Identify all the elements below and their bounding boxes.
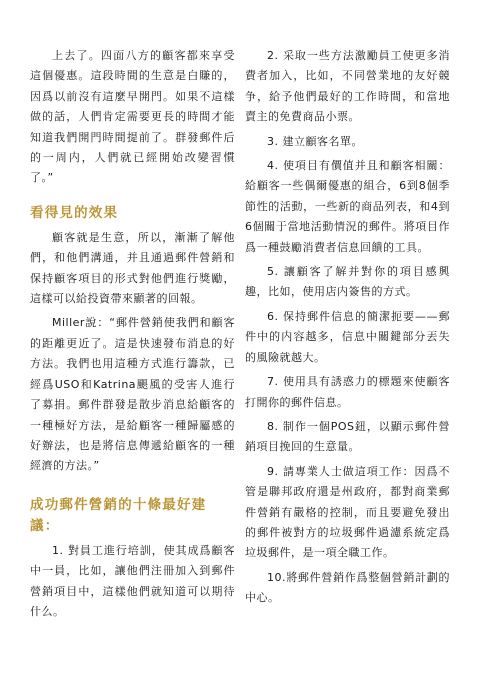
tip-item: 10.將郵件營銷作爲整個營銷計劃的中心。: [245, 570, 450, 605]
tip-item: 6. 保持郵件信息的簡潔扼要——郵件中的内容越多，信息中關鍵部分丟失的風險就越大。: [245, 309, 450, 364]
tip-item: 4. 使項目有價值并且和顧客相關：給顧客一些偶爾優惠的組合，6到8個季節性的活動，一些新的商品列表，和4到6個關于當地活動情況的郵件。將項目作爲一種鼓勵消費者信息回饋的工具。: [245, 159, 450, 254]
right-column: [245, 46, 450, 609]
tip-item: 8. 制作一個POS鈕，以顯示郵件營銷項目挽回的生意量。: [245, 419, 450, 454]
tip-item: 7. 使用具有誘惑力的標題來使顧客打開你的郵件信息。: [245, 375, 450, 409]
body-paragraph: 顧客就是生意，所以，漸漸了解他們，和他們溝通，并且通過郵件營銷和保持顧客項目的形式對他們進行獎勵，這樣可以給投資帶來顯著的回報。: [30, 230, 235, 306]
tip-item: 5. 讓顧客了解并對你的項目感興趣，比如，使用店内簽售的方式。: [245, 265, 450, 299]
quote-paragraph: Miller說：“郵件營銷使我們和顧客的距離更近了。這是快速發布消息的好方法。我們也用這種方式進行籌款，已經爲USO和Katrina颶風的受害人進行了募捐。郵件群發是散步消息給顧客的一種極好方法，是給顧客一種歸屬感的好辦法，也是將信息傳遞給顧客的一種經濟的方法。”: [30, 316, 235, 473]
left-column: [30, 46, 235, 622]
section-heading-ten-tips: 成功郵件營銷的十條最好建議：: [30, 496, 207, 534]
tip-item: 2. 采取一些方法激勵員工使更多消費者加入，比如，不同營業地的友好競争，給予他們最好的工作時間，和當地賣主的免費商品小票。: [245, 49, 450, 124]
tip-item: 3. 建立顧客名單。: [267, 134, 363, 148]
section-heading-visible-effects: 看得見的效果: [30, 204, 119, 221]
tip-item: 9. 請專業人士做這項工作：因爲不管是聯邦政府還是州政府，都對商業郵件營銷有嚴格的控制，而且要避免發出的郵件被對方的垃圾郵件過濾系統定爲垃圾郵件，是一項全職工作。: [245, 464, 450, 560]
tip-item: 1. 對員工進行培訓，使其成爲顧客中一員，比如，讓他們注冊加入到郵件營銷項目中，這樣他們就知道可以期待什么。: [30, 543, 235, 618]
intro-paragraph: 上去了。四面八方的顧客都來享受這個優惠。這段時間的生意是白賺的，因爲以前沒有這麼早開門。如果不這樣做的話，人們肯定需要更長的時間才能知道我們開門時間提前了。群發郵件后的一周内，人們就已經開始改變習慣了。”: [30, 49, 235, 185]
